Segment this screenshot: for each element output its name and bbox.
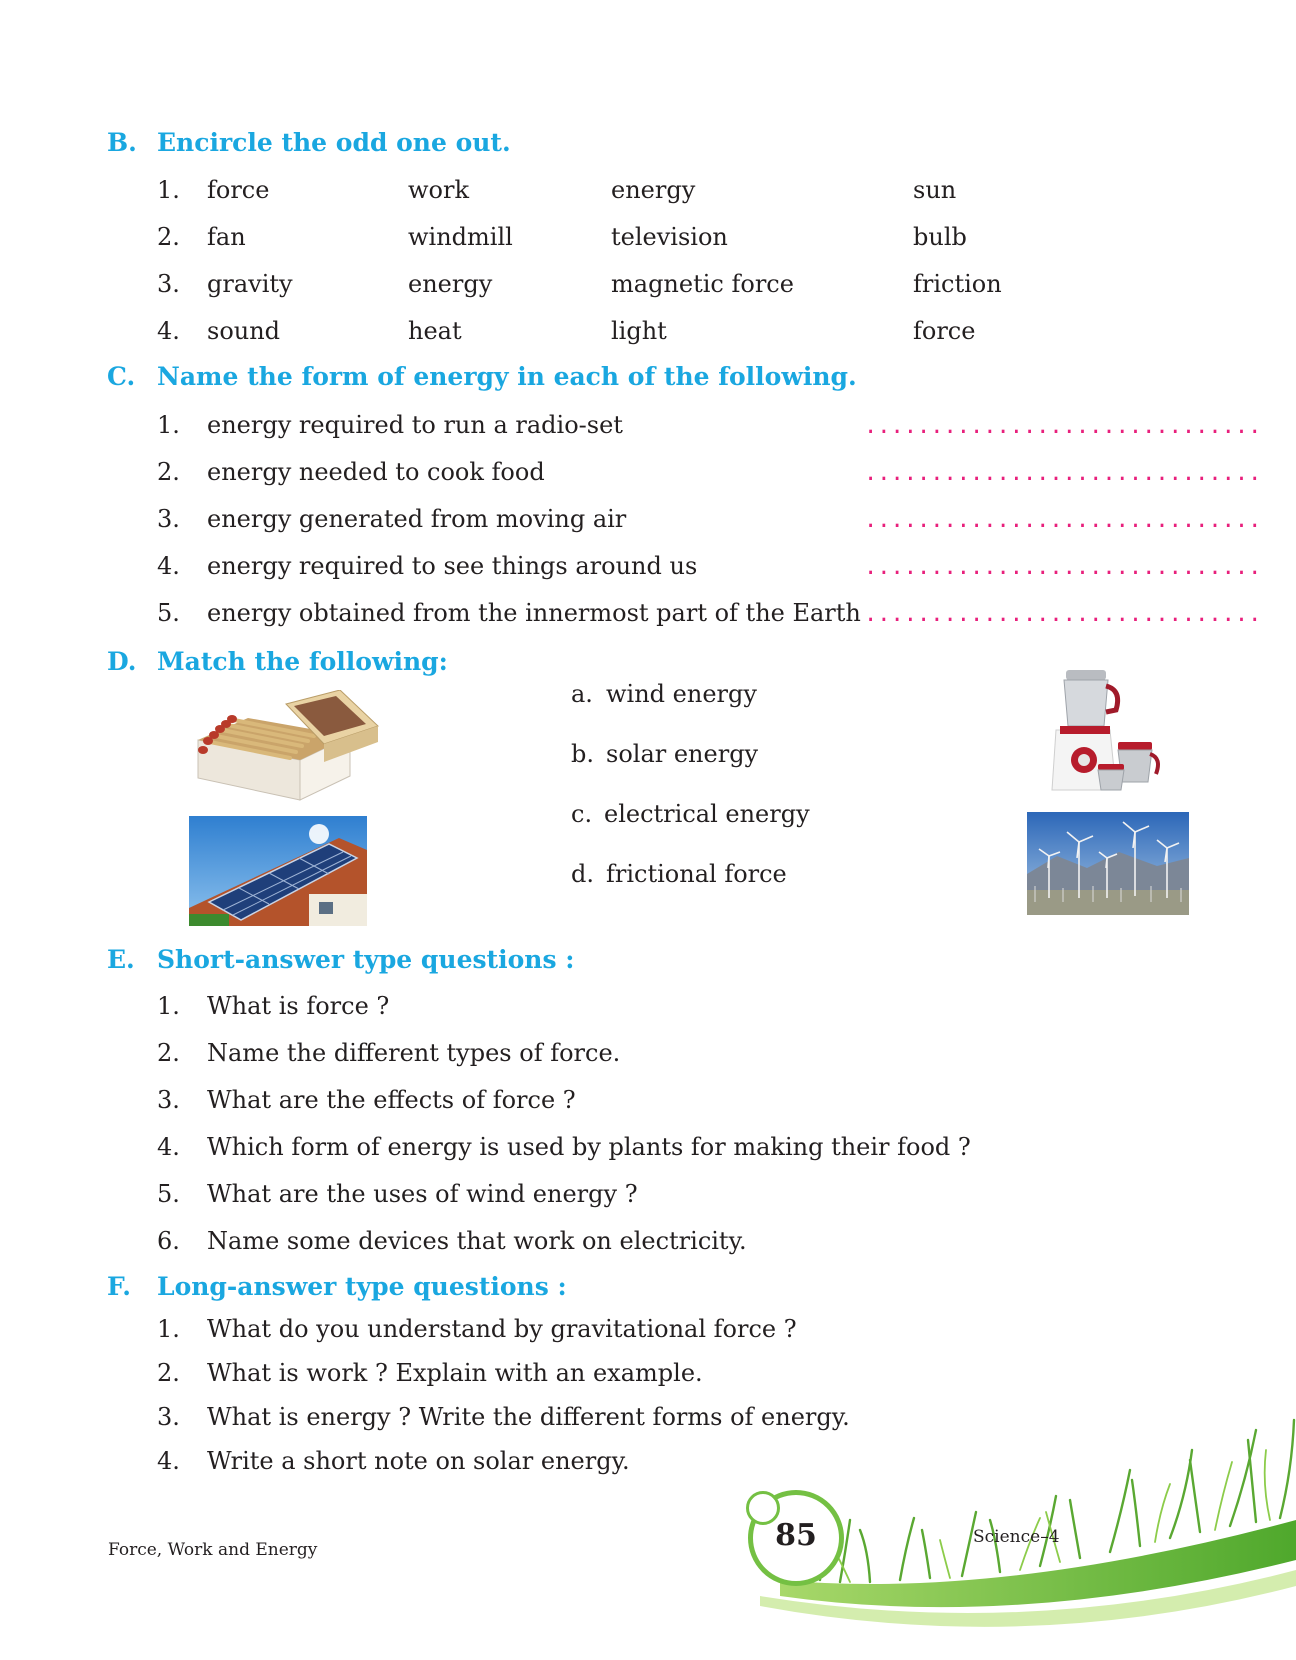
page-number: 85 <box>775 1518 817 1553</box>
word-option[interactable]: windmill <box>408 223 513 251</box>
book-title: Science–4 <box>973 1527 1060 1547</box>
question-text: What are the effects of force ? <box>207 1086 576 1114</box>
option-letter: b. <box>571 740 594 768</box>
option-letter: c. <box>571 800 593 828</box>
word-option[interactable]: television <box>611 223 728 251</box>
item-number: 2. <box>157 1359 180 1387</box>
word-option[interactable]: gravity <box>207 270 293 298</box>
item-number: 2. <box>157 458 180 486</box>
word-option[interactable]: energy <box>408 270 493 298</box>
matchbox-image <box>190 690 382 802</box>
option-letter: a. <box>571 680 593 708</box>
section-b-title: Encircle the odd one out. <box>157 128 511 157</box>
section-d-title: Match the following: <box>157 647 448 676</box>
word-option[interactable]: fan <box>207 223 246 251</box>
item-number: 1. <box>157 1315 180 1343</box>
item-number: 1. <box>157 411 180 439</box>
chapter-title: Force, Work and Energy <box>108 1540 318 1560</box>
row-number: 1. <box>157 176 180 204</box>
mixer-grinder-image <box>1046 664 1166 794</box>
answer-blank[interactable]: .............................. <box>864 508 1262 533</box>
question-text: What are the uses of wind energy ? <box>207 1180 638 1208</box>
word-option[interactable]: friction <box>913 270 1002 298</box>
word-option[interactable]: sun <box>913 176 957 204</box>
item-number: 2. <box>157 1039 180 1067</box>
option-text[interactable]: wind energy <box>606 680 757 708</box>
section-c-letter: C. <box>107 362 136 391</box>
word-option[interactable]: heat <box>408 317 462 345</box>
question-text: Write a short note on solar energy. <box>207 1447 630 1475</box>
item-number: 4. <box>157 1447 180 1475</box>
question-text: What is work ? Explain with an example. <box>207 1359 703 1387</box>
question-text: energy needed to cook food <box>207 458 545 486</box>
item-number: 4. <box>157 552 180 580</box>
answer-blank[interactable]: .............................. <box>864 602 1262 627</box>
answer-blank[interactable]: .............................. <box>864 414 1262 439</box>
item-number: 6. <box>157 1227 180 1255</box>
row-number: 3. <box>157 270 180 298</box>
question-text: energy obtained from the innermost part of the Earth <box>207 599 861 627</box>
question-text: energy generated from moving air <box>207 505 627 533</box>
section-b-letter: B. <box>107 128 137 157</box>
answer-blank[interactable]: .............................. <box>864 555 1262 580</box>
solar-panel-image <box>189 816 367 926</box>
item-number: 3. <box>157 1086 180 1114</box>
question-text: Which form of energy is used by plants for making their food ? <box>207 1133 971 1161</box>
section-c-title: Name the form of energy in each of the following. <box>157 362 857 391</box>
answer-blank[interactable]: .............................. <box>864 461 1262 486</box>
question-text: What is energy ? Write the different forms of energy. <box>207 1403 850 1431</box>
option-letter: d. <box>571 860 594 888</box>
section-e-letter: E. <box>107 945 135 974</box>
item-number: 5. <box>157 1180 180 1208</box>
section-d-letter: D. <box>107 647 137 676</box>
option-text[interactable]: solar energy <box>606 740 759 768</box>
word-option[interactable]: force <box>207 176 270 204</box>
row-number: 4. <box>157 317 180 345</box>
question-text: What is force ? <box>207 992 390 1020</box>
option-text[interactable]: electrical energy <box>604 800 810 828</box>
item-number: 5. <box>157 599 180 627</box>
question-text: Name some devices that work on electricity. <box>207 1227 747 1255</box>
word-option[interactable]: bulb <box>913 223 967 251</box>
row-number: 2. <box>157 223 180 251</box>
word-option[interactable]: magnetic force <box>611 270 794 298</box>
word-option[interactable]: sound <box>207 317 281 345</box>
word-option[interactable]: light <box>611 317 667 345</box>
question-text: What do you understand by gravitational force ? <box>207 1315 797 1343</box>
option-text[interactable]: frictional force <box>606 860 787 888</box>
word-option[interactable]: force <box>913 317 976 345</box>
section-f-letter: F. <box>107 1272 131 1301</box>
item-number: 3. <box>157 1403 180 1431</box>
question-text: energy required to see things around us <box>207 552 698 580</box>
section-f-title: Long-answer type questions : <box>157 1272 567 1301</box>
word-option[interactable]: work <box>408 176 470 204</box>
item-number: 3. <box>157 505 180 533</box>
question-text: energy required to run a radio-set <box>207 411 623 439</box>
wind-turbines-image <box>1027 812 1189 915</box>
item-number: 4. <box>157 1133 180 1161</box>
section-e-title: Short-answer type questions : <box>157 945 575 974</box>
item-number: 1. <box>157 992 180 1020</box>
word-option[interactable]: energy <box>611 176 696 204</box>
question-text: Name the different types of force. <box>207 1039 621 1067</box>
